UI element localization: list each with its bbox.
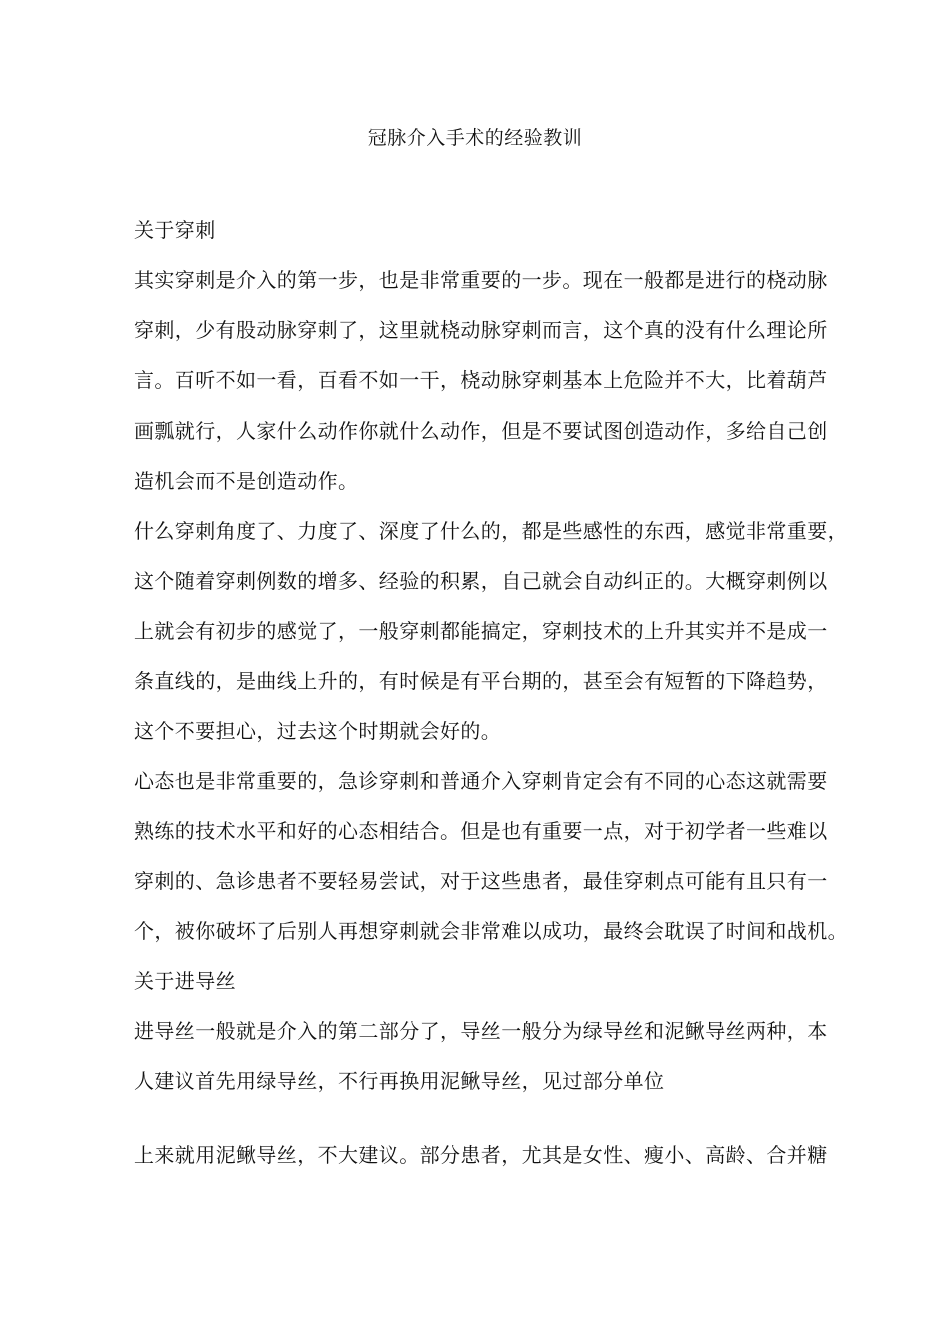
text-line: 这个不要担心，过去这个时期就会好的。 [134,719,502,743]
text-line: 熟练的技术水平和好的心态相结合。但是也有重要一点，对于初学者一些难以 [134,819,828,843]
text-line: 穿刺，少有股动脉穿刺了，这里就桡动脉穿刺而言，这个真的没有什么理论所 [134,318,828,342]
text-line: 造机会而不是创造动作。 [134,469,359,493]
text-line: 个，被你破坏了后别人再想穿刺就会非常难以成功，最终会耽误了时间和战机。 [134,919,848,943]
text-line: 言。百听不如一看，百看不如一干，桡动脉穿刺基本上危险并不大，比着葫芦 [134,368,828,392]
section-heading-puncture: 关于穿刺 [134,218,216,242]
text-line: 进导丝一般就是介入的第二部分了，导丝一般分为绿导丝和泥鳅导丝两种，本 [134,1019,828,1043]
text-line: 什么穿刺角度了、力度了、深度了什么的，都是些感性的东西，感觉非常重要， [134,519,848,543]
document-title: 冠脉介入手术的经验教训 [367,127,583,149]
text-line: 画瓢就行，人家什么动作你就什么动作，但是不要试图创造动作，多给自己创 [134,419,828,443]
text-line: 人建议首先用绿导丝，不行再换用泥鳅导丝，见过部分单位 [134,1069,665,1093]
text-line: 上就会有初步的感觉了，一般穿刺都能搞定，穿刺技术的上升其实并不是成一 [134,619,828,643]
text-line: 这个随着穿刺例数的增多、经验的积累，自己就会自动纠正的。大概穿刺例以 [134,569,828,593]
text-line: 条直线的，是曲线上升的，有时候是有平台期的，甚至会有短暂的下降趋势， [134,669,828,693]
section-heading-guidewire: 关于进导丝 [134,969,236,993]
text-line: 心态也是非常重要的，急诊穿刺和普通介入穿刺肯定会有不同的心态这就需要 [134,769,828,793]
text-line: 穿刺的、急诊患者不要轻易尝试，对于这些患者，最佳穿刺点可能有且只有一 [134,869,828,893]
text-line: 其实穿刺是介入的第一步，也是非常重要的一步。现在一般都是进行的桡动脉 [134,268,828,292]
text-line: 上来就用泥鳅导丝，不大建议。部分患者，尤其是女性、瘦小、高龄、合并糖 [134,1143,828,1167]
